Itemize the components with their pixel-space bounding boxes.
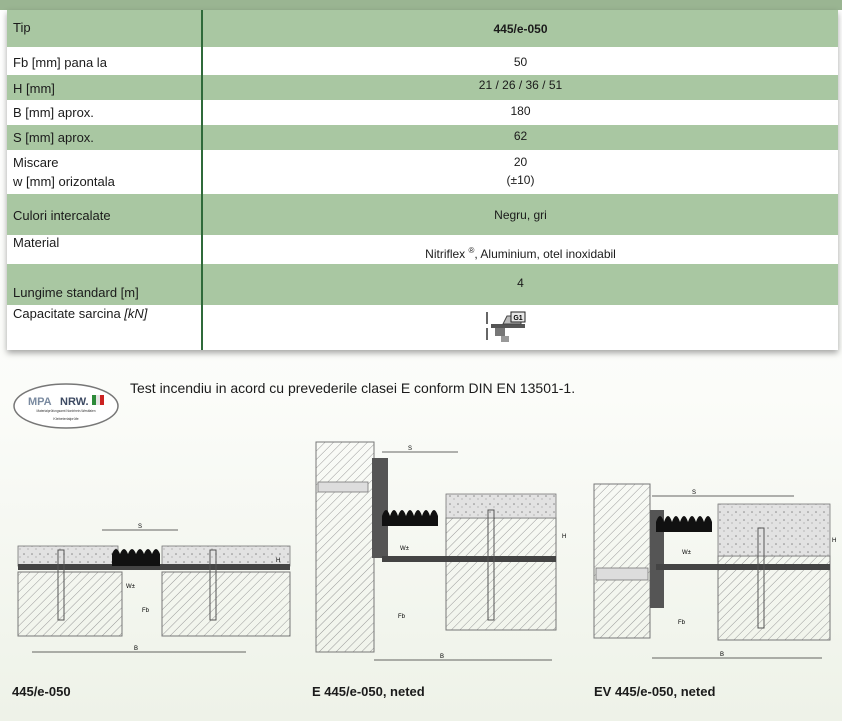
table-row <box>7 75 838 100</box>
svg-text:S: S <box>408 446 413 452</box>
row-label: S [mm] aprox. <box>13 130 94 145</box>
svg-text:G1: G1 <box>513 315 523 322</box>
table-row <box>7 150 838 194</box>
svg-text:B: B <box>720 652 725 658</box>
table-row <box>7 125 838 150</box>
row-value: Negru, gri <box>494 208 547 222</box>
mpa-nrw-logo <box>12 382 120 430</box>
table-row <box>7 305 838 350</box>
svg-text:Klebeterialprüfe: Klebeterialprüfe <box>53 417 79 421</box>
svg-text:MPA: MPA <box>28 396 52 408</box>
caption-ev-445-e-050: EV 445/e-050, neted <box>594 684 716 699</box>
fire-test-text: Test incendiu in acord cu prevederile clasei E conform DIN EN 13501-1. <box>130 380 576 396</box>
svg-text:B: B <box>134 646 139 652</box>
table-row <box>7 264 838 305</box>
svg-text:W±: W± <box>126 584 135 590</box>
caption-e-445-e-050: E 445/e-050, neted <box>312 684 425 699</box>
drawing-e-445-e-050 <box>312 438 572 668</box>
row-label: Material <box>13 235 60 250</box>
row-value: 4 <box>517 276 524 290</box>
svg-text:S: S <box>138 524 143 530</box>
row-label: Capacitate sarcina [kN] <box>13 306 148 321</box>
svg-text:B: B <box>440 654 445 660</box>
top-band <box>0 0 842 10</box>
svg-text:Fb: Fb <box>398 614 406 620</box>
row-value: 50 <box>513 55 528 69</box>
row-label: Lungime standard [m] <box>13 285 139 300</box>
svg-text:NRW.: NRW. <box>60 396 89 408</box>
svg-text:W±: W± <box>400 546 409 552</box>
svg-text:Materialprüfungsamt Nordrhein-: Materialprüfungsamt Nordrhein-Westfalen <box>36 409 96 413</box>
column-divider <box>201 10 203 350</box>
row-value: 180 <box>510 104 531 118</box>
svg-text:H: H <box>562 534 567 540</box>
row-value: Nitriflex ®, Aluminium, otel inoxidabil <box>425 246 616 261</box>
header-label: Tip <box>13 20 31 35</box>
row-value: 62 <box>513 129 528 143</box>
row-label-line2: w [mm] orizontala <box>13 174 115 189</box>
header-value: 445/e-050 <box>493 22 548 36</box>
row-value: 21 / 26 / 36 / 51 <box>478 78 563 92</box>
drawing-ev-445-e-050 <box>590 478 840 668</box>
caption-445-e-050: 445/e-050 <box>12 684 71 699</box>
table-row <box>7 235 838 264</box>
row-label: H [mm] <box>13 81 55 96</box>
svg-text:H: H <box>276 558 281 564</box>
table-row <box>7 194 838 235</box>
table-row <box>7 100 838 125</box>
svg-text:H: H <box>832 538 837 544</box>
row-label: B [mm] aprox. <box>13 105 94 120</box>
svg-text:W±: W± <box>682 550 691 556</box>
table-header-row <box>7 10 838 47</box>
load-class-icon <box>481 310 527 346</box>
drawing-445-e-050 <box>14 520 304 670</box>
svg-text:Fb: Fb <box>142 608 150 614</box>
row-label: Culori intercalate <box>13 208 111 223</box>
table-row <box>7 47 838 75</box>
spec-table <box>7 10 838 350</box>
row-label-line1: Miscare <box>13 155 59 170</box>
row-value-line1: 20 <box>513 155 528 169</box>
svg-text:Fb: Fb <box>678 620 686 626</box>
svg-text:S: S <box>692 490 697 496</box>
row-label: Fb [mm] pana la <box>13 55 107 70</box>
row-value-line2: (±10) <box>506 173 535 187</box>
